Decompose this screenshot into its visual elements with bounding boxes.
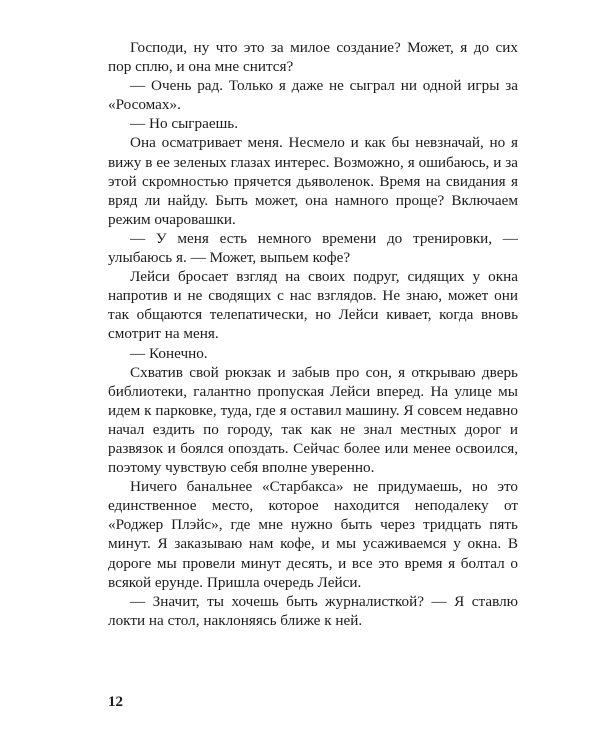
- paragraph: Схватив свой рюкзак и забыв про сон, я открываю дверь библиотеки, галантно пропуская Лейси вперед. На улице мы идем к парковке, туда, где я оставил машину. Я совсем недавно начал ездить по городу, так как не знал местных дорог и развязок и боялся опоздать. Сейчас более или менее освоился, поэтому чувствую себя вполне уверенно.: [108, 363, 518, 477]
- paragraph: — Конечно.: [130, 344, 208, 362]
- paragraph: — У меня есть немного времени до тренировки, — улыбаюсь я. — Может, выпьем кофе?: [108, 229, 518, 267]
- paragraph: Ничего банальнее «Старбакса» не придумаешь, но это единственное место, которое находится неподалеку от «Роджер Плэйс», где мне нужно быть через тридцать пять минут. Я заказываю нам кофе, и мы усаживаемся у окна. В дороге мы провели минут десять, и все это время я болтал о всякой ерунде. Пришла очередь Лейси.: [108, 478, 518, 591]
- page-body: [108, 38, 518, 630]
- paragraph: Она осматривает меня. Несмело и как бы невзначай, но я вижу в ее зеленых глазах интерес. Возможно, я ошибаюсь, и за этой скромностью прячется дьяволенок. Время на свидания я вряд ли найду. Быть может, она намного проще? Включаем режим очаровашки.: [108, 134, 518, 228]
- paragraph: Лейси бросает взгляд на своих подруг, сидящих у окна напротив и не сводящих с нас взглядов. Не знаю, может они так общаются телепатически, но Лейси кивает, когда вновь смотрит на меня.: [108, 268, 518, 343]
- paragraph: — Очень рад. Только я даже не сыграл ни одной игры за «Росомах».: [108, 77, 518, 114]
- paragraph: Господи, ну что это за милое создание? Может, я до сих пор сплю, и она мне снится?: [108, 39, 518, 76]
- page-number: 12: [108, 694, 123, 710]
- paragraph: — Значит, ты хочешь быть журналисткой? — Я ставлю локти на стол, наклоняясь ближе к ней.: [108, 592, 518, 629]
- paragraph: — Но сыграешь.: [130, 115, 239, 133]
